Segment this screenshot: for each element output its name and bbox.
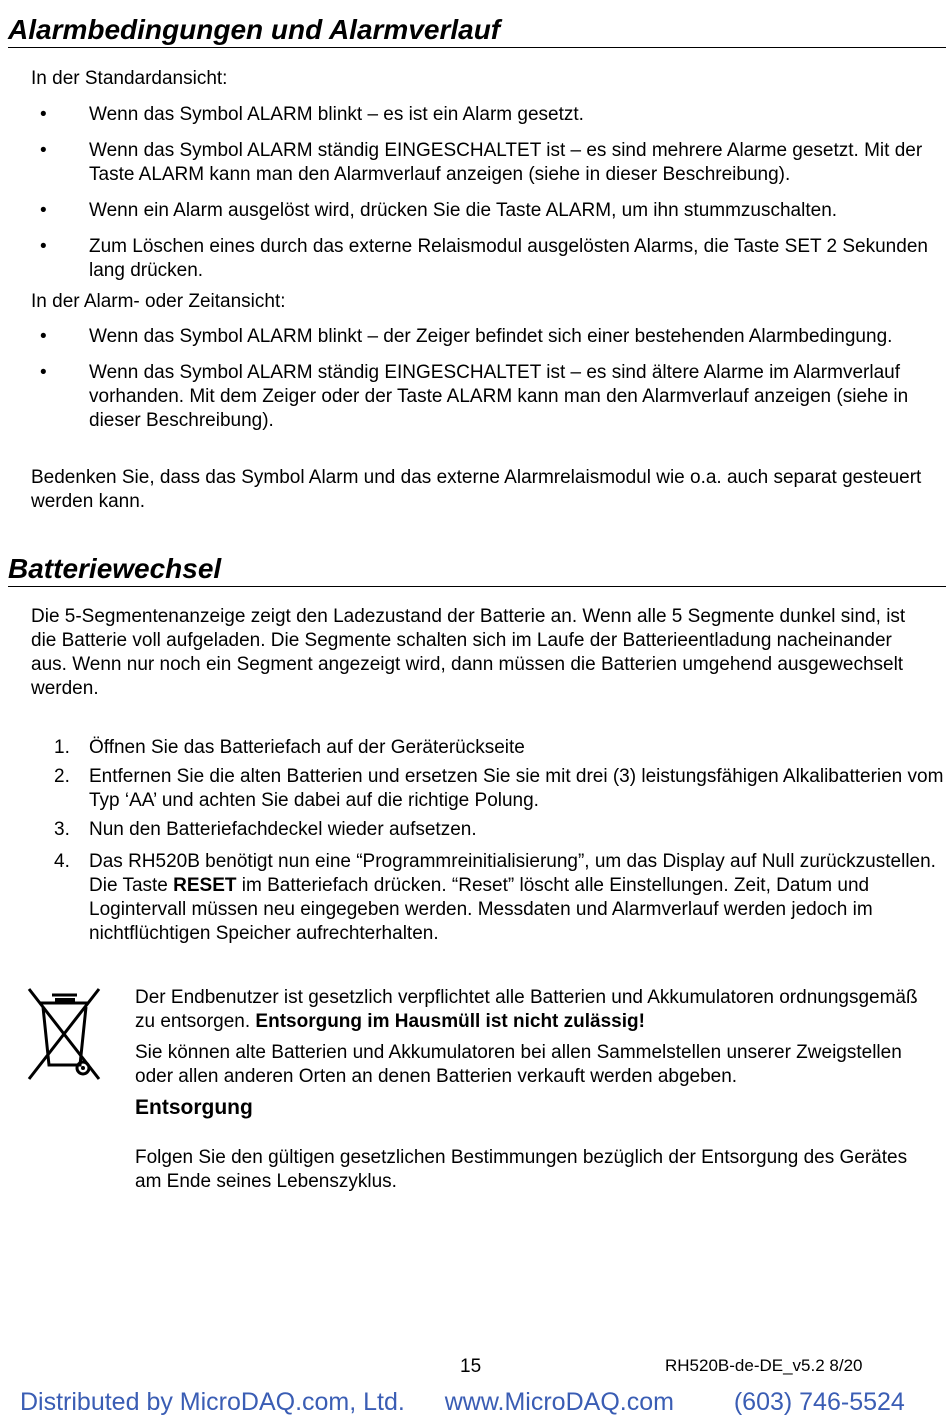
distributor-website[interactable]: www.MicroDAQ.com — [444, 1388, 674, 1416]
disposal-warning: Entsorgung im Hausmüll ist nicht zulässig! — [255, 1011, 645, 1032]
list-item: • Wenn das Symbol ALARM blinkt – es ist ein Alarm gesetzt. — [40, 103, 940, 127]
intro-standard-view: In der Standardansicht: — [31, 68, 228, 89]
list-item: • Wenn ein Alarm ausgelöst wird, drücken Sie die Taste ALARM, um ihn stummzuschalten. — [40, 199, 940, 223]
list-item: • Wenn das Symbol ALARM ständig EINGESCHALTET ist – es sind ältere Alarme im Alarmverlauf vorhanden. Mit dem Zeiger oder der Taste ALARM kann man den Alarmverlauf anzeigen (siehe in dieser Beschreibung). — [40, 361, 940, 433]
step-text: Entfernen Sie die alten Batterien und ersetzen Sie sie mit drei (3) leistungsfähigen Alkalibatterien vom Typ ‘AA’ und achten Sie dabei auf die richtige Polung. — [89, 766, 944, 811]
step-number: 4. — [54, 851, 70, 872]
battery-intro: Die 5-Segmentenanzeige zeigt den Ladezustand der Batterie an. Wenn alle 5 Segmente dunkel sind, ist die Batterie voll aufgeladen. Die Segmente schalten sich im Laufe der Batterieentladung nacheinander aus. Wenn nur noch ein Segment angezeigt wird, dann müssen die Batterien umgehend ausgewechselt werden. — [31, 606, 906, 699]
disposal-heading: Entsorgung — [135, 1096, 253, 1119]
step-text: Das RH520B benötigt nun eine “Programmreinitialisierung”, um das Display auf Null zurückzustellen. Die Taste — [89, 851, 936, 896]
standard-view-list — [40, 103, 940, 295]
step-item — [54, 818, 944, 842]
disposal-regulation-note: Folgen Sie den gültigen gesetzlichen Bestimmungen bezüglich der Entsorgung des Gerätes am Ende seines Lebenszyklus. — [135, 1147, 908, 1192]
disposal-collection-note: Sie können alte Batterien und Akkumulatoren bei allen Sammelstellen unserer Zweigstellen oder allen anderen Orten an denen Batterien verkauft werden abgeben. — [135, 1042, 902, 1087]
disposal-text: Der Endbenutzer ist gesetzlich verpflichtet alle Batterien und Akkumulatoren ordnungsgemäß zu entsorgen. — [135, 987, 918, 1032]
step-item — [54, 765, 944, 813]
intro-alarm-view: In der Alarm- oder Zeitansicht: — [31, 291, 286, 312]
step-item — [54, 736, 944, 760]
step-number: 2. — [54, 766, 70, 787]
step-number: 3. — [54, 819, 70, 840]
page-number: 15 — [460, 1356, 482, 1377]
step-item — [54, 850, 944, 946]
document-id: RH520B-de-DE_v5.2 8/20 — [665, 1356, 863, 1375]
battery-steps-list — [54, 736, 944, 951]
list-item: • Wenn das Symbol ALARM blinkt – der Zeiger befindet sich einer bestehenden Alarmbedingung. — [40, 325, 940, 349]
alarm-note: Bedenken Sie, dass das Symbol Alarm und das externe Alarmrelaismodul wie o.a. auch separat gesteuert werden kann. — [31, 467, 922, 512]
step-number: 1. — [54, 737, 70, 758]
alarm-view-list — [40, 325, 940, 445]
step-text: Nun den Batteriefachdeckel wieder aufsetzen. — [89, 819, 477, 840]
step-text: Öffnen Sie das Batteriefach auf der Geräterückseite — [89, 737, 525, 758]
list-item: • Wenn das Symbol ALARM ständig EINGESCHALTET ist – es sind mehrere Alarme gesetzt. Mit der Taste ALARM kann man den Alarmverlauf anzeigen (siehe in dieser Beschreibung). — [40, 139, 940, 187]
reset-key-label: RESET — [173, 875, 237, 896]
distributor-phone: (603) 746-5524 — [733, 1388, 905, 1416]
section-heading-alarm: Alarmbedingungen und Alarmverlauf — [8, 14, 946, 48]
section-heading-battery: Batteriewechsel — [8, 553, 946, 587]
distributor-footer — [20, 1388, 905, 1417]
distributor-name: Distributed by MicroDAQ.com, Ltd. — [20, 1388, 405, 1416]
list-item: • Zum Löschen eines durch das externe Relaismodul ausgelösten Alarms, die Taste SET 2 Sekunden lang drücken. — [40, 235, 940, 283]
step-text: im Batteriefach drücken. “Reset” löscht alle Einstellungen. Zeit, Datum und Logintervall müssen neu eingegeben werden. Messdaten und Alarmverlauf werden jedoch im nichtflüchtigen Speicher aufrechterhalten. — [89, 875, 873, 944]
crossed-out-wheelie-bin-icon — [25, 985, 103, 1083]
disposal-legal-note — [135, 986, 935, 1034]
